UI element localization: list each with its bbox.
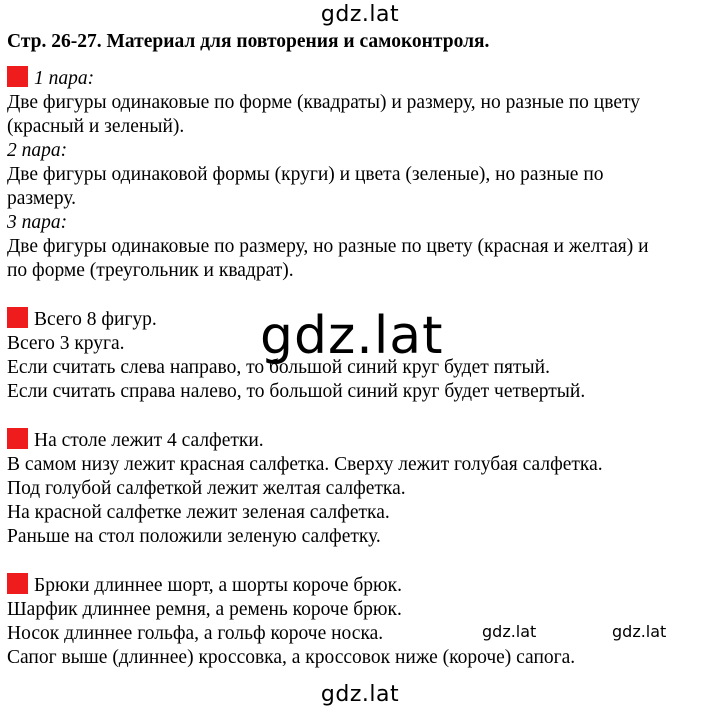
- task3-line-2: В самом низу лежит красная салфетка. Сверху лежит голубая салфетка.: [7, 454, 603, 475]
- task2-line-1-text: Всего 8 фигур.: [34, 309, 157, 330]
- pair2-text-line-2: размеру.: [7, 188, 76, 209]
- task2-line-2: Всего 3 круга.: [7, 333, 125, 354]
- task4-line-2: Шарфик длиннее ремня, а ремень короче брюк.: [7, 599, 402, 620]
- task4-line-4: Сапог выше (длиннее) кроссовка, а кроссовок ниже (короче) сапога.: [7, 647, 576, 668]
- watermark-small-1: gdz.lat: [482, 622, 537, 641]
- pair1-text-line-2: (красный и зеленый).: [7, 116, 185, 137]
- pair2-text-line-1: Две фигуры одинаковой формы (круги) и цвета (зеленые), но разные по: [7, 164, 604, 185]
- task1-pair1-label-line: [7, 66, 709, 91]
- pair1-label: 1 пара:: [34, 68, 95, 89]
- pair3-text-line-1: Две фигуры одинаковые по размеру, но разные по цвету (красная и желтая) и: [7, 236, 649, 257]
- watermark-center: gdz.lat: [260, 306, 444, 366]
- task3-line-3: Под голубой салфеткой лежит желтая салфетка.: [7, 478, 406, 499]
- red-square-marker-icon: [7, 428, 28, 449]
- pair2-label: 2 пара:: [7, 140, 68, 161]
- watermark-small-2: gdz.lat: [612, 622, 667, 641]
- watermark-top: gdz.lat: [320, 2, 400, 27]
- task2-line-4: Если считать справа налево, то большой синий круг будет четвертый.: [7, 381, 586, 402]
- task4-line-1-text: Брюки длиннее шорт, а шорты короче брюк.: [34, 575, 402, 596]
- page-title: Стр. 26-27. Материал для повторения и самоконтроля.: [7, 31, 490, 52]
- task3-line-5: Раньше на стол положили зеленую салфетку.: [7, 526, 381, 547]
- pair1-text-line-1: Две фигуры одинаковые по форме (квадраты) и размеру, но разные по цвету: [7, 92, 641, 113]
- task3-line-1-text: На столе лежит 4 салфетки.: [34, 430, 264, 451]
- pair3-text-line-2: по форме (треугольник и квадрат).: [7, 260, 294, 281]
- task4-line-3: Носок длиннее гольфа, а гольф короче носка.: [7, 623, 384, 644]
- pair3-label: 3 пара:: [7, 212, 68, 233]
- watermark-bottom: gdz.lat: [320, 682, 400, 707]
- task4-line-1: [7, 573, 709, 598]
- red-square-marker-icon: [7, 573, 28, 594]
- task3-line-4: На красной салфетке лежит зеленая салфетка.: [7, 502, 390, 523]
- task3-line-1: [7, 428, 709, 453]
- red-square-marker-icon: [7, 307, 28, 328]
- task2-line-3: Если считать слева направо, то большой синий круг будет пятый.: [7, 357, 550, 378]
- red-square-marker-icon: [7, 66, 28, 87]
